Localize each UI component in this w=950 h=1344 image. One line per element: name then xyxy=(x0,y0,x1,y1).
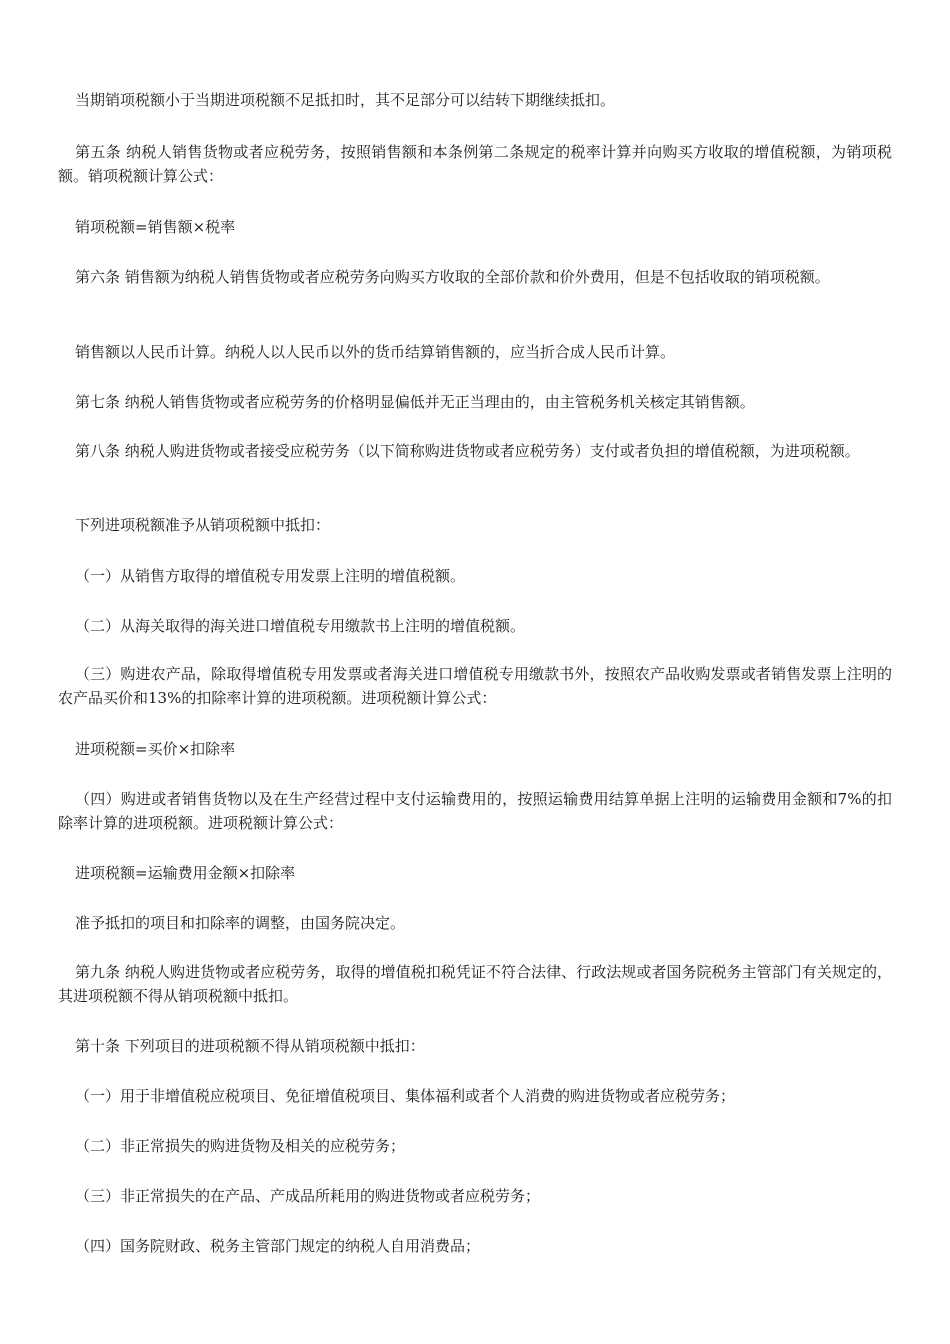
list-item: （三）购进农产品，除取得增值税专用发票或者海关进口增值税专用缴款书外，按照农产品收购发票或者销售发票上注明的农产品买价和13%的扣除率计算的进项税额。进项税额计算公式： xyxy=(58,665,892,707)
list-item: （二）非正常损失的购进货物及相关的应税劳务； xyxy=(75,1137,406,1155)
paragraph: 准予抵扣的项目和扣除率的调整，由国务院决定。 xyxy=(75,914,406,932)
article-8-paragraph: 第八条 纳税人购进货物或者接受应税劳务（以下简称购进货物或者应税劳务）支付或者负担的增值税额，为进项税额。 xyxy=(75,442,860,460)
list-item: （四）国务院财政、税务主管部门规定的纳税人自用消费品； xyxy=(75,1237,481,1255)
list-item: （一）用于非增值税应税项目、免征增值税项目、集体福利或者个人消费的购进货物或者应税劳务； xyxy=(75,1087,736,1105)
list-item: （三）非正常损失的在产品、产成品所耗用的购进货物或者应税劳务； xyxy=(75,1187,541,1205)
article-5-paragraph: 第五条 纳税人销售货物或者应税劳务，按照销售额和本条例第二条规定的税率计算并向购买方收取的增值税额，为销项税额。销项税额计算公式： xyxy=(58,143,892,185)
article-10-paragraph: 第十条 下列项目的进项税额不得从销项税额中抵扣： xyxy=(75,1037,425,1055)
formula-input-tax: 进项税额=买价×扣除率 xyxy=(75,740,236,758)
formula-output-tax: 销项税额=销售额×税率 xyxy=(75,218,236,236)
article-7-paragraph: 第七条 纳税人销售货物或者应税劳务的价格明显偏低并无正当理由的，由主管税务机关核定其销售额。 xyxy=(75,393,755,411)
list-item: （一）从销售方取得的增值税专用发票上注明的增值税额。 xyxy=(75,567,466,585)
article-9-paragraph: 第九条 纳税人购进货物或者应税劳务，取得的增值税扣税凭证不符合法律、行政法规或者国务院税务主管部门有关规定的，其进项税额不得从销项税额中抵扣。 xyxy=(58,963,892,1005)
paragraph: 当期销项税额小于当期进项税额不足抵扣时，其不足部分可以结转下期继续抵扣。 xyxy=(75,91,616,109)
paragraph: 销售额以人民币计算。纳税人以人民币以外的货币结算销售额的，应当折合成人民币计算。 xyxy=(75,343,676,361)
list-item: （四）购进或者销售货物以及在生产经营过程中支付运输费用的，按照运输费用结算单据上注明的运输费用金额和7%的扣除率计算的进项税额。进项税额计算公式： xyxy=(58,790,892,832)
list-item: （二）从海关取得的海关进口增值税专用缴款书上注明的增值税额。 xyxy=(75,617,526,635)
paragraph: 下列进项税额准予从销项税额中抵扣： xyxy=(75,516,331,534)
article-6-paragraph: 第六条 销售额为纳税人销售货物或者应税劳务向购买方收取的全部价款和价外费用，但是不包括收取的销项税额。 xyxy=(75,268,830,286)
formula-transport-tax: 进项税额=运输费用金额×扣除率 xyxy=(75,864,296,882)
